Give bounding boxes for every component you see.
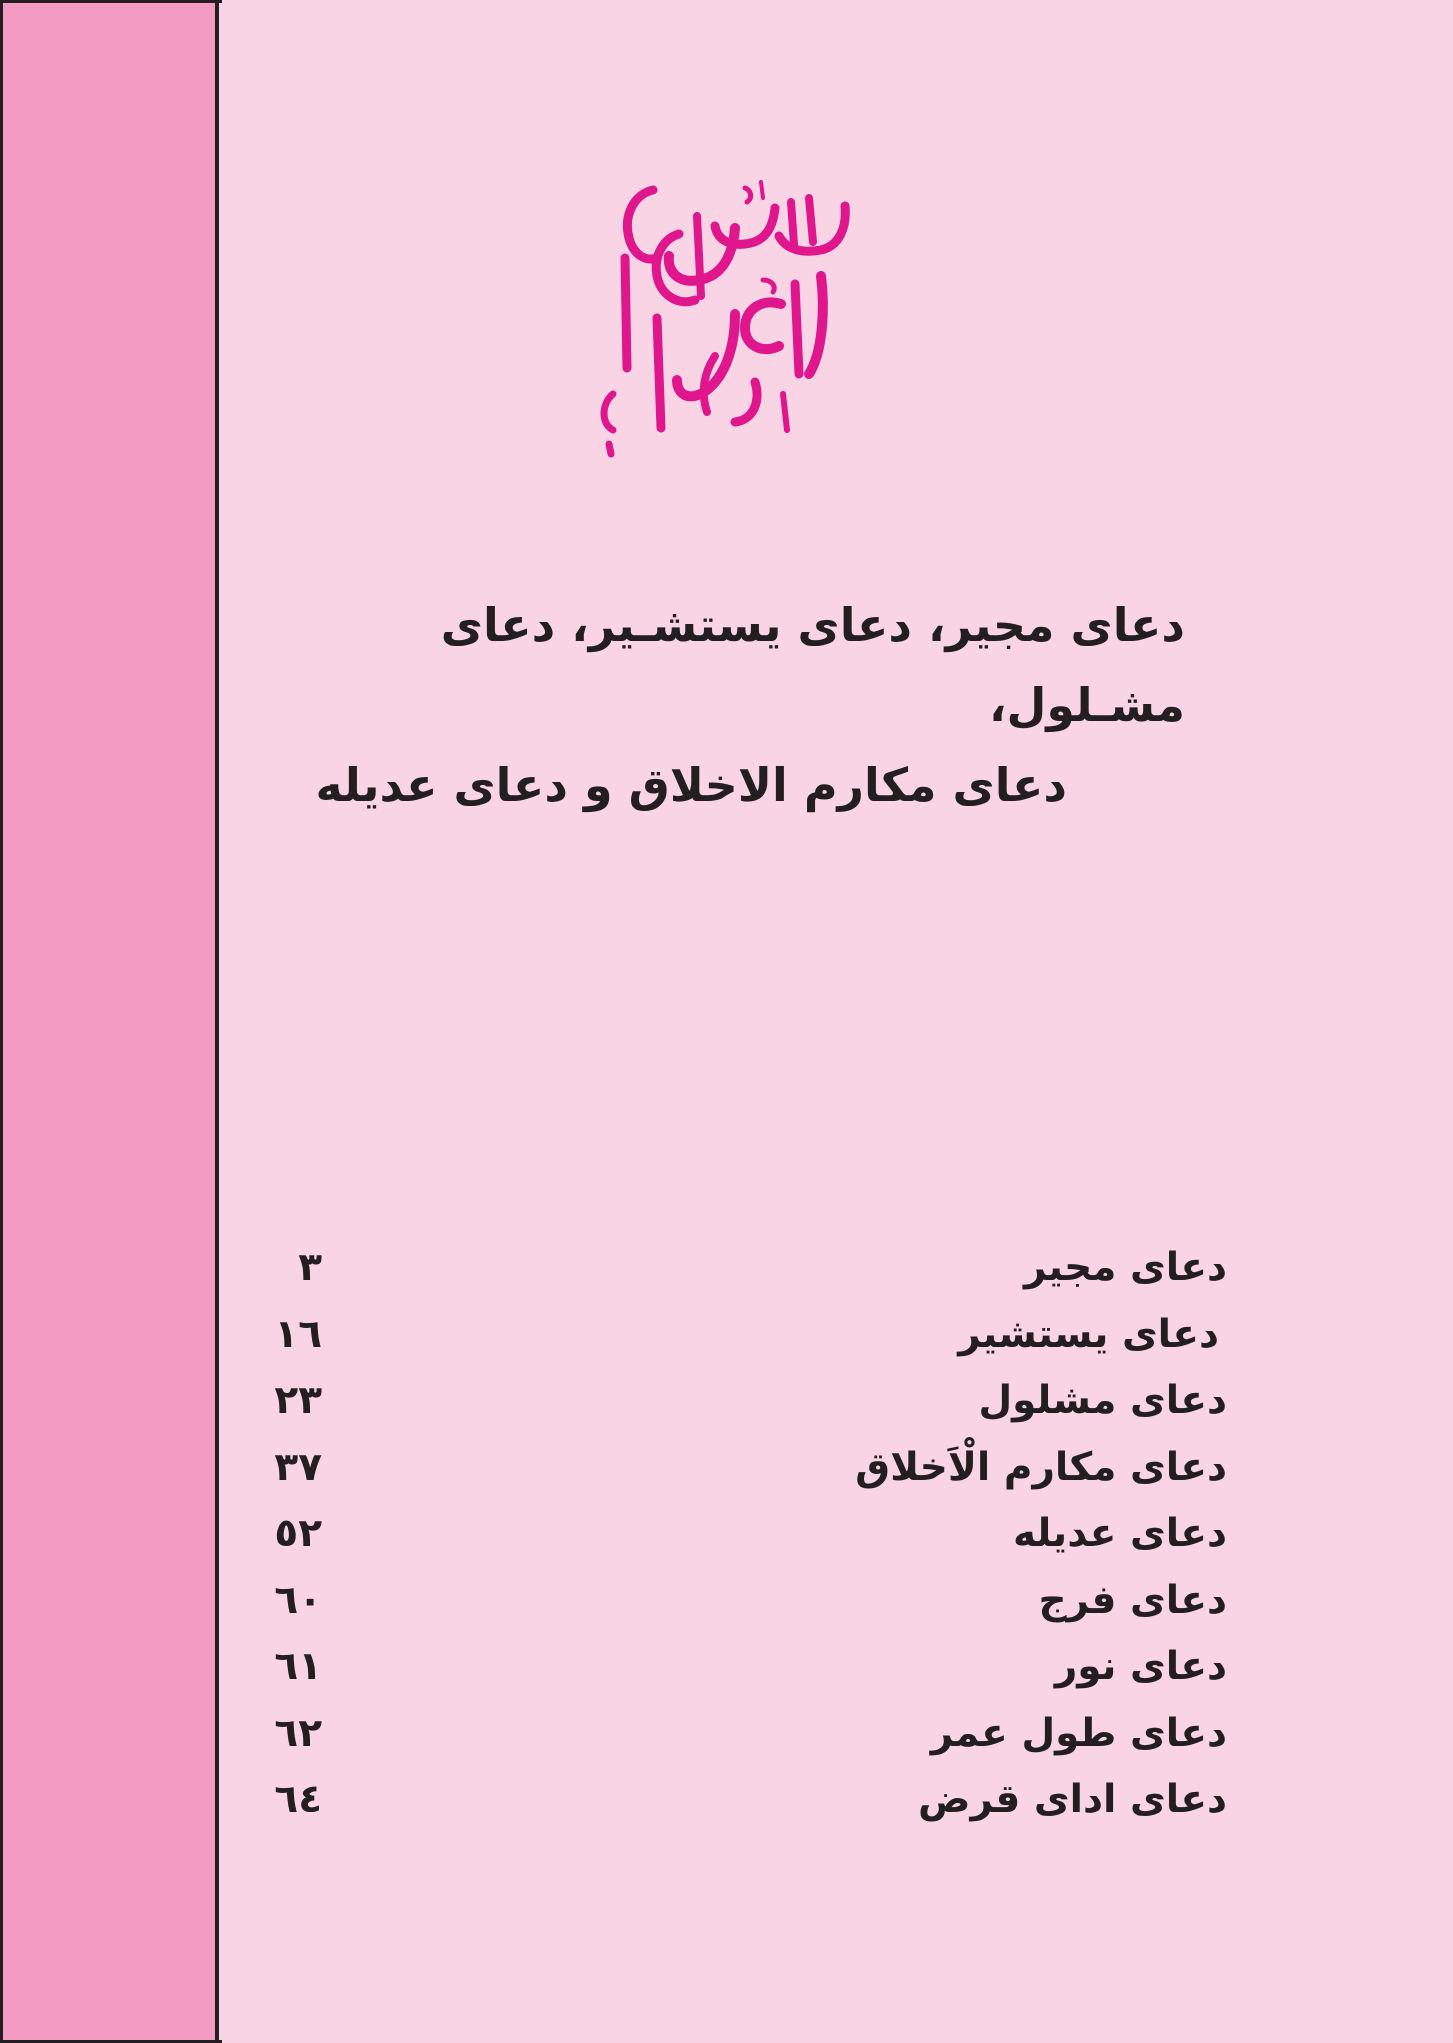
title-line-1: دعای مجیر، دعای یستشـیر، دعای مشـلول، xyxy=(440,598,1185,732)
toc-entry-page: ٦٤ xyxy=(274,1777,322,1822)
toc-entry-title: دعای مجیر xyxy=(1023,1245,1227,1290)
toc-entry-title: دعای مکارم الْاَخلاق xyxy=(855,1444,1227,1490)
toc-entry-page: ٣ xyxy=(298,1245,322,1290)
title-line-2: دعای مکارم الاخلاق و دعای عدیله xyxy=(315,758,1067,812)
toc-entry-page: ٦٢ xyxy=(274,1710,322,1756)
page-title xyxy=(250,585,1250,825)
toc-entry-page: ٦١ xyxy=(274,1644,322,1689)
toc-row[interactable] xyxy=(262,1435,1227,1502)
basmala-calligraphy-icon xyxy=(595,168,870,458)
toc-entry-title: دعای فرج xyxy=(1038,1577,1227,1623)
toc-entry-title: دعای عدیله xyxy=(1012,1511,1227,1556)
toc-entry-title: دعای مشلول xyxy=(978,1378,1227,1423)
toc-row[interactable] xyxy=(262,1701,1227,1768)
toc-row[interactable] xyxy=(262,1302,1227,1369)
basmala-calligraphy-logo xyxy=(595,168,870,458)
toc-entry-page: ٣٧ xyxy=(274,1444,322,1490)
toc-row[interactable] xyxy=(262,1501,1227,1568)
table-of-contents xyxy=(262,1235,1227,1834)
toc-entry-page: ٥٢ xyxy=(274,1511,322,1556)
toc-entry-title: دعای ادای قرض xyxy=(918,1777,1227,1822)
toc-row[interactable] xyxy=(262,1767,1227,1834)
toc-row[interactable] xyxy=(262,1368,1227,1435)
top-rule xyxy=(0,0,222,3)
toc-row[interactable] xyxy=(262,1568,1227,1635)
toc-entry-page: ٦٠ xyxy=(274,1577,322,1623)
toc-row[interactable] xyxy=(262,1634,1227,1701)
toc-entry-page: ١٦ xyxy=(274,1311,322,1357)
toc-row[interactable] xyxy=(262,1235,1227,1302)
toc-entry-title: دعای طول عمر xyxy=(930,1710,1227,1756)
toc-entry-title: دعای یستشیر xyxy=(958,1311,1219,1357)
toc-entry-title: دعای نور xyxy=(1054,1644,1227,1689)
left-color-band xyxy=(0,0,219,2043)
toc-entry-page: ٢٣ xyxy=(274,1378,322,1423)
